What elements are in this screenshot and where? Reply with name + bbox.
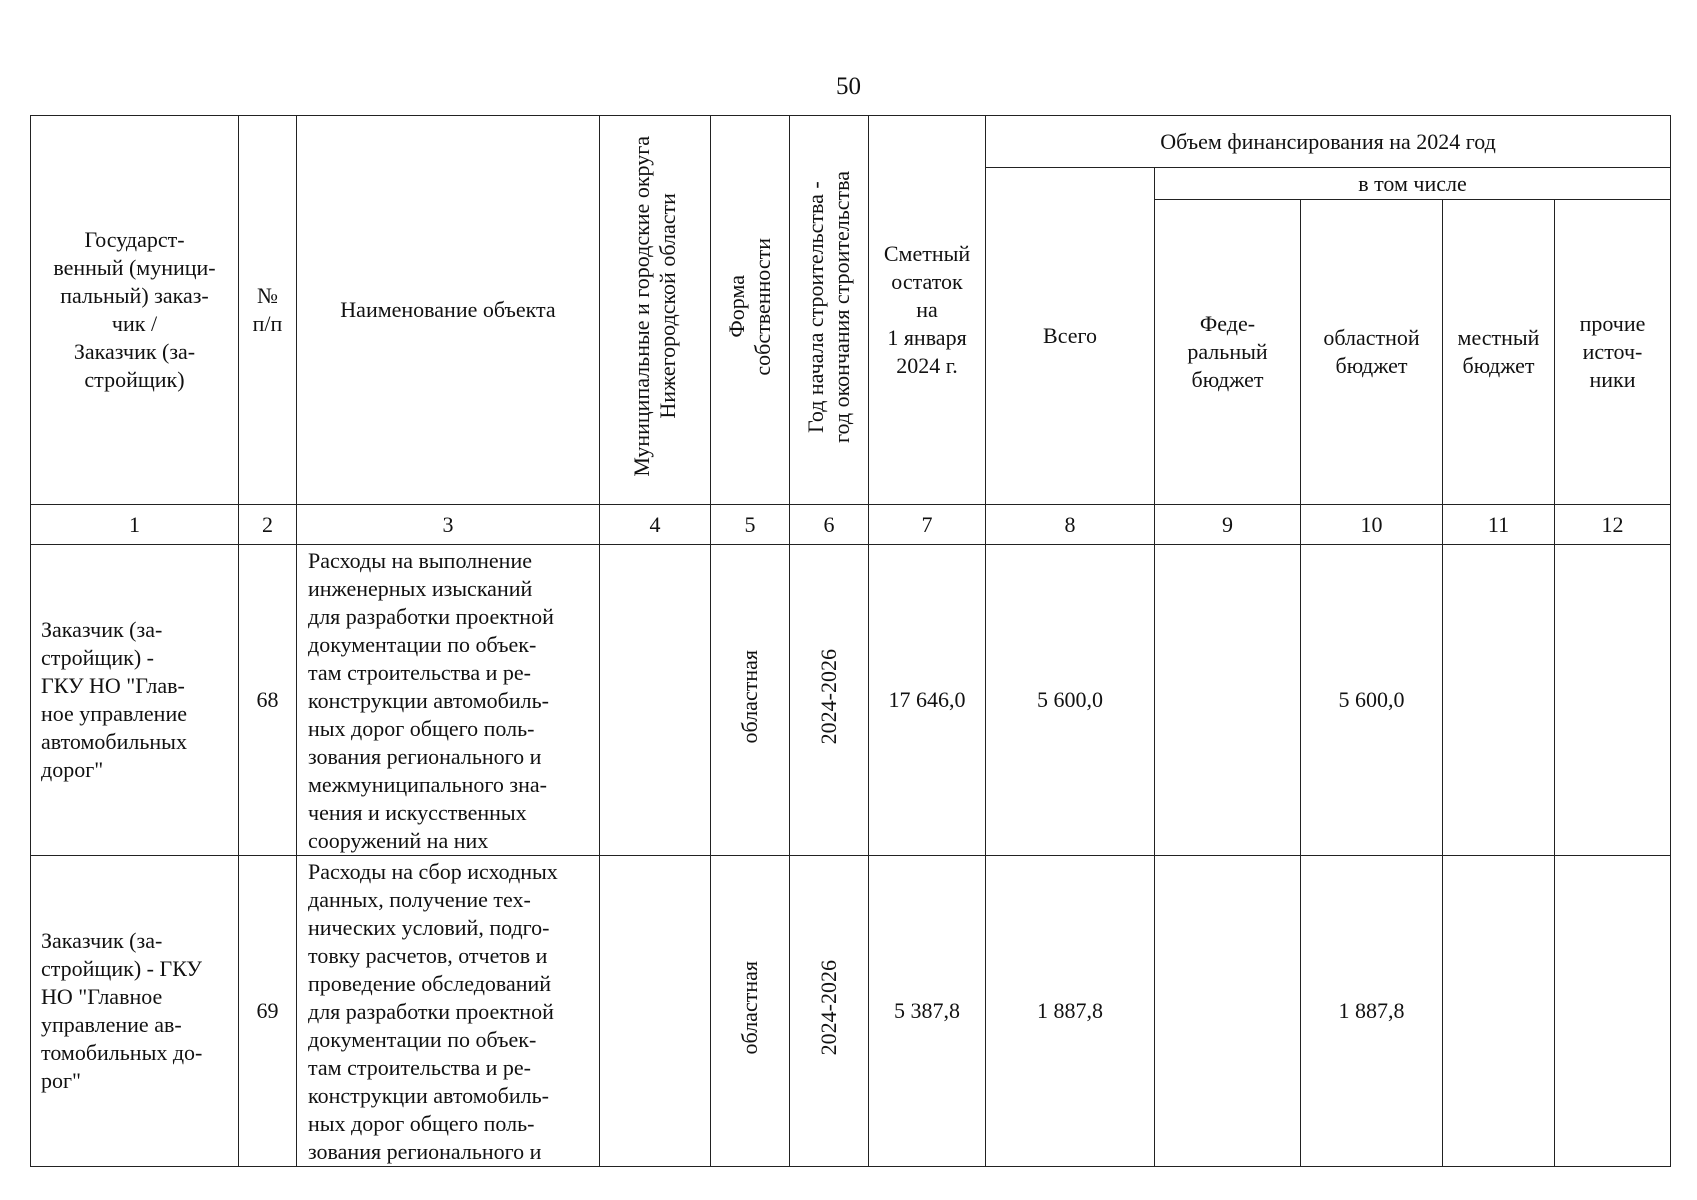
header-funding-group: Объем финансирования на 2024 год bbox=[986, 116, 1671, 168]
column-number: 4 bbox=[600, 505, 711, 545]
header-municipality-cell bbox=[600, 116, 711, 505]
row-other bbox=[1555, 856, 1671, 1167]
column-number: 1 bbox=[31, 505, 239, 545]
header-estimate: Сметный остаток на 1 января 2024 г. bbox=[869, 116, 986, 505]
column-number: 12 bbox=[1555, 505, 1671, 545]
row-years-cell bbox=[790, 856, 869, 1167]
row-municipality bbox=[600, 545, 711, 856]
column-number: 5 bbox=[711, 505, 790, 545]
header-municipality: Муниципальные и городские округа Нижегородской области bbox=[629, 136, 680, 477]
row-regional: 5 600,0 bbox=[1301, 545, 1443, 856]
row-ownership: областная bbox=[737, 649, 762, 744]
column-number: 6 bbox=[790, 505, 869, 545]
header-customer: Государст- венный (муници- пальный) заказ- чик / Заказчик (за- стройщик) bbox=[31, 116, 239, 505]
row-number: 68 bbox=[239, 545, 297, 856]
row-ownership-cell bbox=[711, 545, 790, 856]
row-local bbox=[1443, 856, 1555, 1167]
header-total: Всего bbox=[986, 168, 1155, 505]
column-number: 8 bbox=[986, 505, 1155, 545]
column-number: 11 bbox=[1443, 505, 1555, 545]
investment-table bbox=[30, 115, 1671, 1167]
page-number: 50 bbox=[836, 73, 861, 100]
column-number: 3 bbox=[297, 505, 600, 545]
header-ownership: Форма собственности bbox=[724, 237, 775, 376]
header-years: Год начала строительства - год окончания строительства bbox=[803, 170, 854, 443]
header-years-cell bbox=[790, 116, 869, 505]
header-ownership-cell bbox=[711, 116, 790, 505]
row-object-name: Расходы на сбор исходных данных, получение тех- нических условий, подго- товку расчетов, отчетов и проведение обследований для разработки проектной документации по объек- там строительства и ре- конструкции автомобиль- ных дорог общего поль- зования регионального и bbox=[297, 856, 600, 1167]
header-object-name: Наименование объекта bbox=[297, 116, 600, 505]
column-number: 2 bbox=[239, 505, 297, 545]
row-ownership-cell bbox=[711, 856, 790, 1167]
header-federal: Феде- ральный бюджет bbox=[1155, 200, 1301, 505]
row-years: 2024-2026 bbox=[816, 648, 841, 745]
row-municipality bbox=[600, 856, 711, 1167]
row-customer: Заказчик (за- стройщик) - ГКУ НО "Главное управление ав- томобильных до- рог" bbox=[31, 856, 239, 1167]
row-regional: 1 887,8 bbox=[1301, 856, 1443, 1167]
header-including: в том числе bbox=[1155, 168, 1671, 200]
table-row bbox=[31, 856, 1671, 1167]
row-estimate: 5 387,8 bbox=[869, 856, 986, 1167]
row-customer: Заказчик (за- стройщик) - ГКУ НО "Глав- ное управление автомобильных дорог" bbox=[31, 545, 239, 856]
row-years-cell bbox=[790, 545, 869, 856]
header-other: прочие источ- ники bbox=[1555, 200, 1671, 505]
row-total: 5 600,0 bbox=[986, 545, 1155, 856]
row-ownership: областная bbox=[737, 960, 762, 1055]
row-total: 1 887,8 bbox=[986, 856, 1155, 1167]
row-other bbox=[1555, 545, 1671, 856]
row-estimate: 17 646,0 bbox=[869, 545, 986, 856]
header-number: № п/п bbox=[239, 116, 297, 505]
row-number: 69 bbox=[239, 856, 297, 1167]
row-federal bbox=[1155, 545, 1301, 856]
row-federal bbox=[1155, 856, 1301, 1167]
row-local bbox=[1443, 545, 1555, 856]
header-regional: областной бюджет bbox=[1301, 200, 1443, 505]
header-local: местный бюджет bbox=[1443, 200, 1555, 505]
column-number: 7 bbox=[869, 505, 986, 545]
table-row bbox=[31, 545, 1671, 856]
column-number: 9 bbox=[1155, 505, 1301, 545]
row-object-name: Расходы на выполнение инженерных изысканий для разработки проектной документации по объек- там строительства и ре- конструкции автомобиль- ных дорог общего поль- зования регионального и межмуниципального зна- чения и искусственных сооружений на них bbox=[297, 545, 600, 856]
row-years: 2024-2026 bbox=[816, 959, 841, 1056]
column-number: 10 bbox=[1301, 505, 1443, 545]
